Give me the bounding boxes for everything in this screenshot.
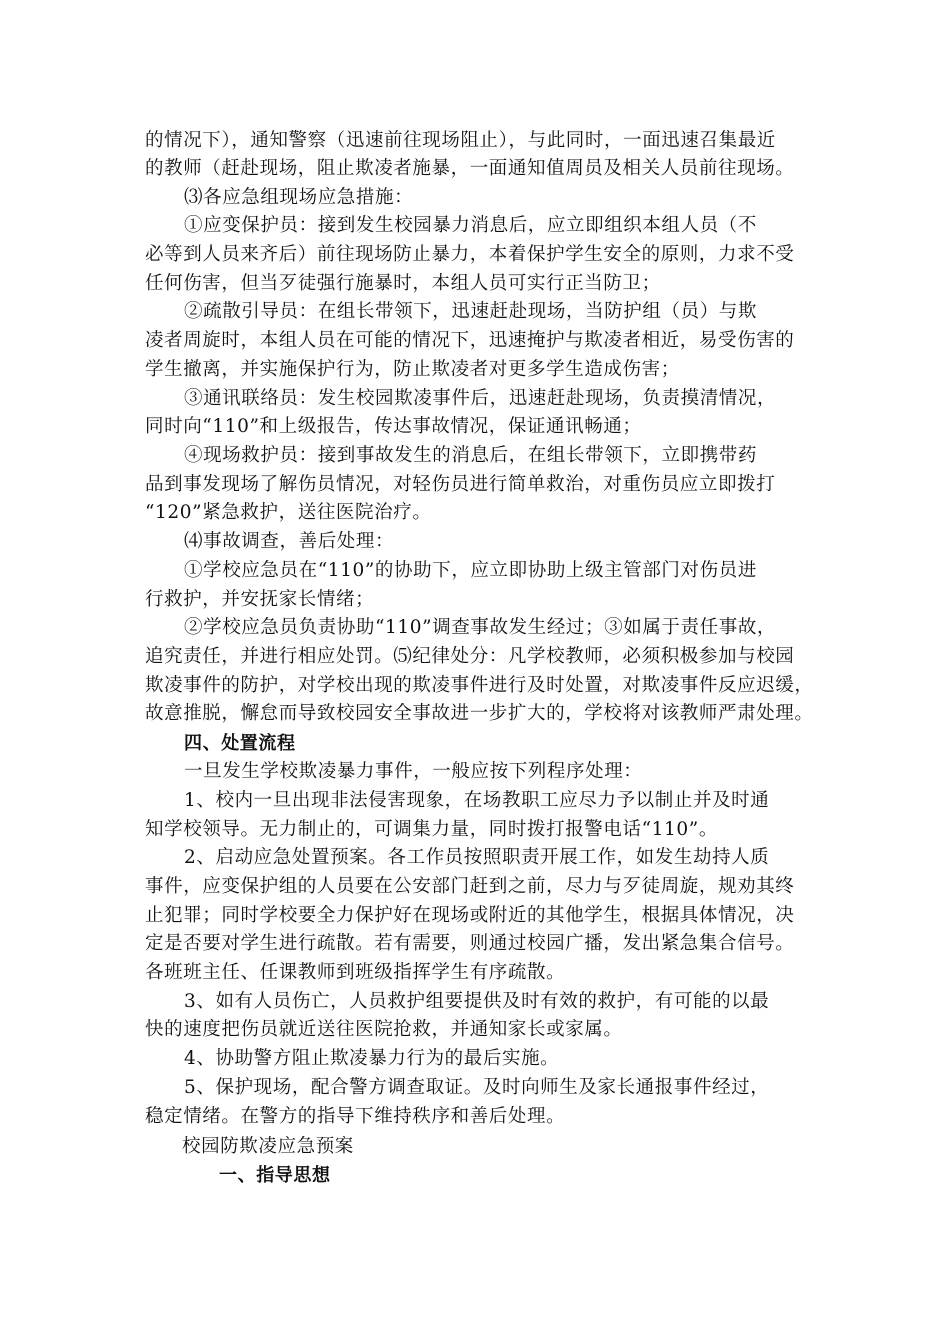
paragraph-line: 1、校内一旦出现非法侵害现象，在场教职工应尽力予以制止并及时通 xyxy=(184,790,770,811)
paragraph-line: ①应变保护员：接到发生校园暴力消息后，应立即组织本组人员（不 xyxy=(184,215,758,236)
paragraph-line: 的教师（赶赴现场，阻止欺凌者施暴，一面通知值周员及相关人员前往现场。 xyxy=(145,158,795,179)
paragraph-line: 行救护，并安抚家长情绪； xyxy=(145,589,375,610)
paragraph-line: 追究责任，并进行相应处罚。⑸纪律处分：凡学校教师，必须积极参加与校园 xyxy=(145,646,795,667)
paragraph-line: ②疏散引导员：在组长带领下，迅速赶赴现场，当防护组（员）与欺 xyxy=(184,301,758,322)
paragraph-line: 5、保护现场，配合警方调查取证。及时向师生及家长通报事件经过， xyxy=(184,1077,770,1098)
paragraph-line: 的情况下），通知警察（迅速前往现场阻止），与此同时，一面迅速召集最近 xyxy=(145,130,776,151)
paragraph-line: 任何伤害，但当歹徒强行施暴时，本组人员可实行正当防卫； xyxy=(145,273,661,294)
paragraph-line: 必等到人员来齐后）前往现场防止暴力，本着保护学生安全的原则，力求不受 xyxy=(145,244,795,265)
paragraph-line: 各班班主任、任课教师到班级指挥学生有序疏散。 xyxy=(145,962,566,983)
paragraph-line: 故意推脱，懈怠而导致校园安全事故进一步扩大的，学校将对该教师严肃处理。 xyxy=(145,703,814,724)
paragraph-line: 3、如有人员伤亡，人员救护组要提供及时有效的救护，有可能的以最 xyxy=(184,991,770,1012)
paragraph-line: ②学校应急员负责协助“110”调查事故发生经过；③如属于责任事故， xyxy=(184,617,777,638)
paragraph-line: 定是否要对学生进行疏散。若有需要，则通过校园广播，发出紧急集合信号。 xyxy=(145,933,795,954)
paragraph-line: ③通讯联络员：发生校园欺凌事件后，迅速赶赴现场，负责摸清情况， xyxy=(184,388,777,409)
paragraph-line: ④现场救护员：接到事故发生的消息后，在组长带领下，立即携带药 xyxy=(184,445,758,466)
paragraph-line: 4、协助警方阻止欺凌暴力行为的最后实施。 xyxy=(184,1048,560,1069)
paragraph-line: 事件，应变保护组的人员要在公安部门赶到之前，尽力与歹徒周旋，规劝其终 xyxy=(145,876,795,897)
section-heading: 一、指导思想 xyxy=(219,1165,331,1186)
section-heading: 四、处置流程 xyxy=(184,733,296,754)
paragraph-line: 快的速度把伤员就近送往医院抢救，并通知家长或家属。 xyxy=(145,1019,623,1040)
paragraph-line: 学生撤离，并实施保护行为，防止欺凌者对更多学生造成伤害； xyxy=(145,359,680,380)
paragraph-line: 凌者周旋时，本组人员在可能的情况下，迅速掩护与欺凌者相近，易受伤害的 xyxy=(145,330,795,351)
paragraph-line: 欺凌事件的防护，对学校出现的欺凌事件进行及时处置，对欺凌事件反应迟缓， xyxy=(145,675,814,696)
paragraph-line: 稳定情绪。在警方的指导下维持秩序和善后处理。 xyxy=(145,1106,566,1127)
subsection-heading: ⑷事故调查，善后处理： xyxy=(184,531,395,552)
document-title: 校园防欺凌应急预案 xyxy=(182,1136,354,1157)
subsection-heading: ⑶各应急组现场应急措施： xyxy=(184,187,414,208)
paragraph-line: 同时向“110”和上级报告，传达事故情况，保证通讯畅通； xyxy=(145,416,642,437)
paragraph-line: “120”紧急救护，送往医院治疗。 xyxy=(145,502,432,523)
paragraph-line: 一旦发生学校欺凌暴力事件，一般应按下列程序处理： xyxy=(184,761,643,782)
paragraph-line: 品到事发现场了解伤员情况，对轻伤员进行简单救治，对重伤员应立即拨打 xyxy=(145,474,776,495)
paragraph-line: 止犯罪；同时学校要全力保护好在现场或附近的其他学生，根据具体情况，决 xyxy=(145,905,795,926)
paragraph-line: ①学校应急员在“110”的协助下，应立即协助上级主管部门对伤员进 xyxy=(184,560,757,581)
paragraph-line: 2、启动应急处置预案。各工作员按照职责开展工作，如发生劫持人质 xyxy=(184,847,770,868)
paragraph-line: 知学校领导。无力制止的，可调集力量，同时拨打报警电话“110”。 xyxy=(145,819,718,840)
